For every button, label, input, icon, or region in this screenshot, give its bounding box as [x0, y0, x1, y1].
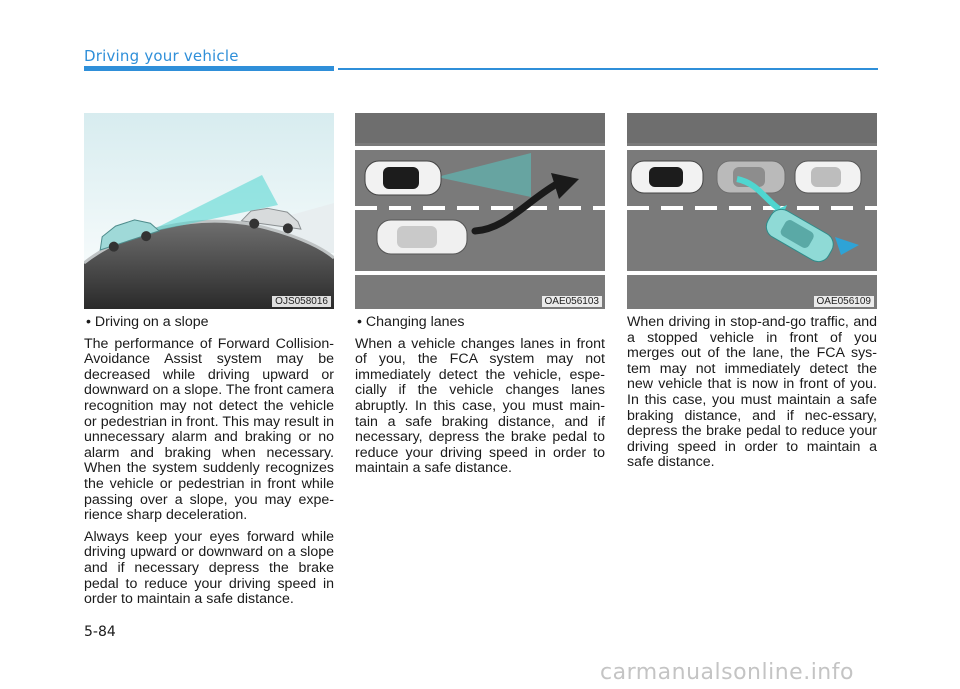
stop-and-go-illustration: [627, 113, 877, 309]
paragraph: Always keep your eyes forward while driving upward or downward on a slope and if necessary depress the brake pedal to reduce your driving speed in order to maintain a safe distance.: [84, 528, 334, 608]
bullet-item: • Driving on a slope: [86, 314, 209, 330]
stopped-car-ghost: [717, 161, 785, 193]
paragraph: When driving in stop-and-go traffic, and a stopped vehicle in front of you merges out of the lane, the FCA sys-tem may not immediately detect the new vehicle that is now in front of you. In this case, you must maintain a safe braking distance, and if nec-essary, depress the brake pedal to reduce your driving speed in order to maintain a safe distance.: [627, 314, 877, 471]
slope-illustration: [84, 113, 334, 309]
column-changing-lanes: [355, 315, 605, 483]
paragraph: When a vehicle changes lanes in front of you, the FCA system may not immediately detect the vehicle, espe-cially if the vehicle changes lanes abruptly. In this case, you must main-tain a safe braking distance, and if necessary, depress the brake pedal to reduce your driving speed in order to maintain a safe distance.: [355, 335, 605, 477]
lane-change-illustration: [355, 113, 605, 309]
column-stop-and-go: [627, 315, 877, 477]
bullet-item: • Changing lanes: [357, 314, 465, 330]
watermark: carmanualsonline.info: [600, 660, 854, 685]
column-slope: [84, 315, 334, 614]
figure-slope: [84, 113, 334, 309]
new-front-car: [795, 161, 861, 193]
bullet-label: Driving on a slope: [94, 314, 209, 330]
bullet-label: Changing lanes: [365, 314, 465, 330]
figure-code: OAE056109: [814, 296, 875, 307]
header-rule-thick: [84, 66, 334, 71]
figure-stop-and-go: [627, 113, 877, 309]
own-car: [365, 161, 441, 195]
header-rule-thin: [338, 68, 878, 70]
page-number: 5-84: [84, 624, 116, 640]
paragraph: The performance of Forward Collision-Avoidance Assist system may be decreased while driving upward or downward on a slope. The front camera recognition may not detect the vehicle or pedestrian in front. This may result in unnecessary alarm and braking or no alarm and braking when necessary. When the system suddenly recognizes the vehicle or pedestrian in front while passing over a slope, you may expe-rience sharp deceleration.: [84, 335, 334, 524]
figure-code: OJS058016: [272, 296, 331, 307]
figure-code: OAE056103: [542, 296, 603, 307]
own-car: [631, 161, 703, 193]
section-title: Driving your vehicle: [84, 47, 239, 65]
merging-car: [377, 220, 467, 254]
figure-changing-lanes: [355, 113, 605, 309]
